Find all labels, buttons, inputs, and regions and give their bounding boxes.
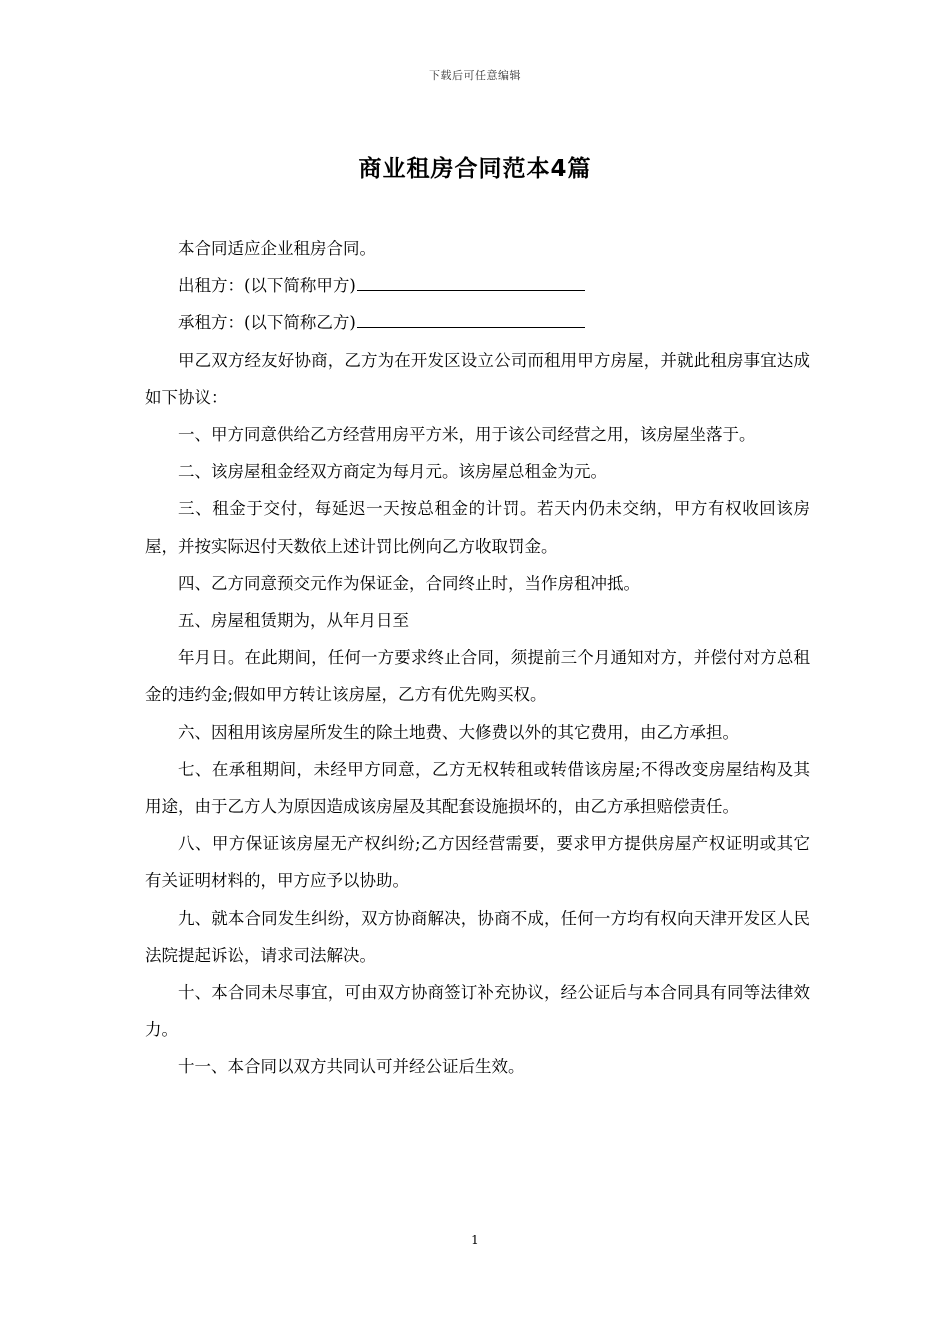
paragraph-clause-9: 九、就本合同发生纠纷，双方协商解决，协商不成，任何一方均有权向天津开发区人民法院提起诉讼，请求司法解决。 (145, 908, 810, 965)
paragraph-clause-10: 十、本合同未尽事宜，可由双方协商签订补充协议，经公证后与本合同具有同等法律效力。 (145, 983, 810, 1040)
page-number: 1 (471, 1233, 479, 1247)
paragraph-clause-7: 七、在承租期间，未经甲方同意，乙方无权转租或转借该房屋;不得改变房屋结构及其用途，由于乙方人为原因造成该房屋及其配套设施损坏的，由乙方承担赔偿责任。 (145, 759, 810, 817)
paragraph-intro: 本合同适应企业租房合同。 (178, 239, 376, 258)
paragraph-clause-6: 六、因租用该房屋所发生的除土地费、大修费以外的其它费用，由乙方承担。 (178, 722, 739, 742)
paragraph-clause-3: 三、租金于交付，每延迟一天按总租金的计罚。若天内仍未交纳，甲方有权收回该房屋，并按实际迟付天数依上述计罚比例向乙方收取罚金。 (145, 499, 810, 556)
lessor-label: 出租方：(以下简称甲方) (178, 276, 356, 296)
document-title: 商业租房合同范本4篇 (358, 156, 592, 182)
paragraph-clause-5a: 五、房屋租赁期为，从年月日至 (178, 611, 409, 631)
paragraph-clause-5b: 年月日。在此期间，任何一方要求终止合同，须提前三个月通知对方，并偿付对方总租金的违约金;假如甲方转让该房屋，乙方有优先购买权。 (145, 648, 810, 705)
lessor-blank-line (357, 273, 585, 291)
lessee-blank-line (357, 310, 585, 328)
paragraph-lessee (145, 304, 810, 341)
paragraph-clause-1: 一、甲方同意供给乙方经营用房平方米，用于该公司经营之用，该房屋坐落于。 (178, 425, 756, 445)
paragraph-clause-8: 八、甲方保证该房屋无产权纠纷;乙方因经营需要，要求甲方提供房屋产权证明或其它有关证明材料的，甲方应予以协助。 (145, 834, 810, 891)
document-body (145, 230, 810, 1086)
paragraph-lessor (145, 267, 810, 304)
paragraph-clause-2: 二、该房屋租金经双方商定为每月元。该房屋总租金为元。 (178, 462, 607, 482)
header-note: 下载后可任意编辑 (429, 69, 521, 82)
lessee-label: 承租方：(以下简称乙方) (178, 313, 356, 333)
paragraph-clause-11: 十一、本合同以双方共同认可并经公证后生效。 (178, 1057, 525, 1077)
paragraph-preamble: 甲乙双方经友好协商，乙方为在开发区设立公司而租用甲方房屋，并就此租房事宜达成如下协议： (145, 350, 810, 407)
paragraph-clause-4: 四、乙方同意预交元作为保证金，合同终止时，当作房租冲抵。 (178, 573, 640, 593)
